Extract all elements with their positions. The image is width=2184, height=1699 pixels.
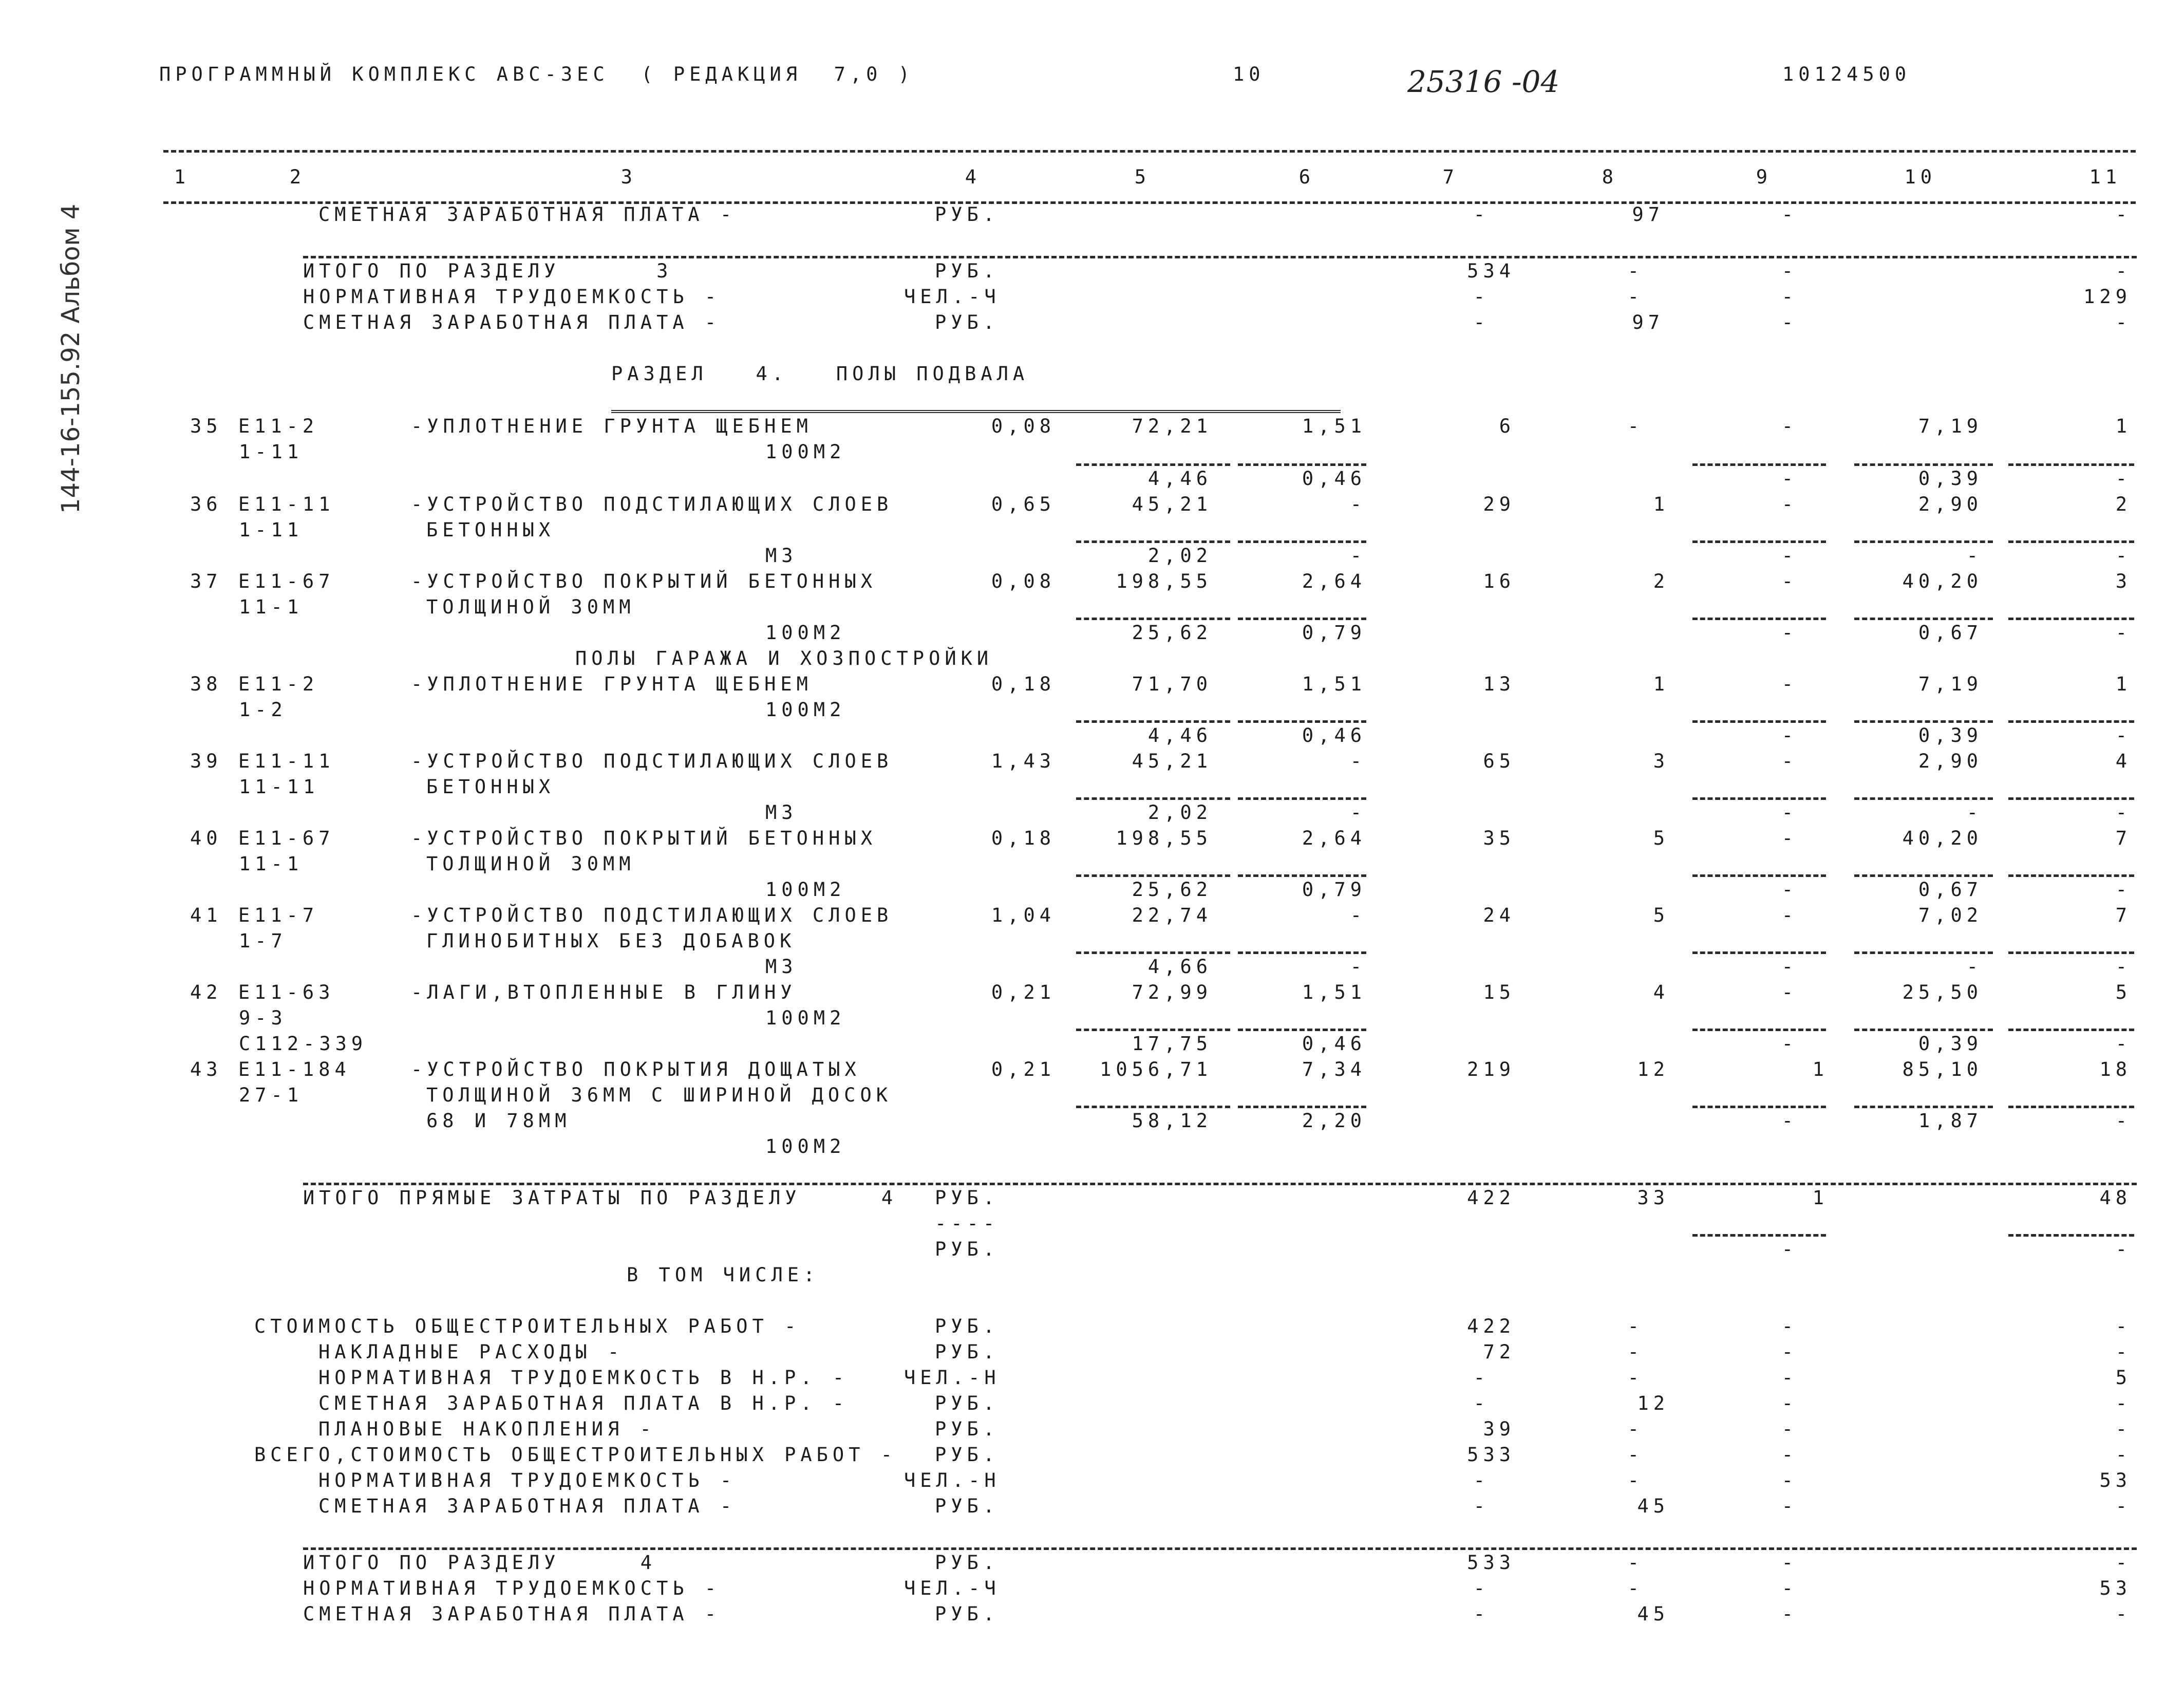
table-cell: - bbox=[1473, 1367, 1490, 1389]
table-cell: - bbox=[1473, 1577, 1490, 1599]
table-cell: 533 bbox=[1467, 1444, 1515, 1466]
table-cell: 0,08 bbox=[991, 570, 1056, 592]
table-cell: 97 bbox=[1632, 311, 1664, 333]
table-cell: РАЗДЕЛ 4. ПОЛЫ ПОДВАЛА bbox=[611, 363, 1029, 385]
table-cell: РУБ. bbox=[935, 260, 1000, 282]
table-cell: - bbox=[2115, 1341, 2132, 1363]
table-cell: 5 bbox=[2115, 1367, 2132, 1389]
table-cell: М3 bbox=[765, 545, 798, 567]
table-cell: -УСТРОЙСТВО ПОДСТИЛАЮЩИХ СЛОЕВ bbox=[411, 750, 893, 772]
table-cell: 1-11 bbox=[239, 441, 304, 463]
table-cell: 36 Е11-11 bbox=[190, 493, 335, 515]
table-cell: 4 bbox=[1653, 981, 1669, 1003]
table-cell: - bbox=[1350, 956, 1366, 978]
table-cell: ЧЕЛ.-Н bbox=[904, 1469, 1001, 1491]
table-cell: 7,19 bbox=[1918, 415, 1983, 437]
table-cell: ЧЕЛ.-Ч bbox=[904, 286, 1001, 308]
table-cell: 3 bbox=[2115, 570, 2132, 592]
document-code: 10124500 bbox=[1782, 63, 1911, 85]
table-cell: - bbox=[1966, 545, 1983, 567]
table-cell: 100М2 bbox=[765, 441, 846, 463]
table-cell: РУБ. bbox=[935, 203, 1000, 226]
table-cell: 6 bbox=[1499, 415, 1515, 437]
table-cell: 0,18 bbox=[991, 673, 1056, 695]
table-cell: 1-11 bbox=[239, 519, 304, 541]
table-cell: - bbox=[1627, 1418, 1644, 1440]
table-cell: 1 bbox=[2115, 673, 2132, 695]
table-cell: 219 bbox=[1467, 1058, 1515, 1080]
table-cell: ТОЛЩИНОЙ 30ММ bbox=[426, 596, 635, 618]
table-cell: - bbox=[2115, 724, 2132, 746]
table-cell: ПОЛЫ ГАРАЖА И ХОЗПОСТРОЙКИ bbox=[575, 647, 993, 669]
table-cell: 11-1 bbox=[239, 596, 304, 618]
table-cell: 4,66 bbox=[1147, 956, 1212, 978]
table-cell: 25,50 bbox=[1902, 981, 1983, 1003]
table-cell: НОРМАТИВНАЯ ТРУДОЕМКОСТЬ В Н.Р. - bbox=[318, 1367, 849, 1389]
table-cell: - bbox=[1966, 801, 1983, 824]
table-cell: - bbox=[2115, 1110, 2132, 1132]
table-cell: - bbox=[1627, 286, 1644, 308]
table-cell: - bbox=[2115, 1033, 2132, 1055]
table-cell: 422 bbox=[1467, 1315, 1515, 1337]
table-cell: 7,34 bbox=[1302, 1058, 1366, 1080]
table-cell: 1 bbox=[1653, 493, 1669, 515]
table-cell: - bbox=[1781, 956, 1798, 978]
table-cell: - bbox=[1781, 1469, 1798, 1491]
table-cell: - bbox=[1473, 1495, 1490, 1517]
table-cell: - bbox=[1781, 1341, 1798, 1363]
table-cell: РУБ. bbox=[935, 1552, 1000, 1574]
table-cell: 1,87 bbox=[1918, 1110, 1983, 1132]
table-cell: 72,99 bbox=[1132, 981, 1212, 1003]
table-cell: - bbox=[1781, 1392, 1798, 1414]
table-cell: 0,67 bbox=[1918, 879, 1983, 901]
table-cell: ИТОГО ПО РАЗДЕЛУ 3 bbox=[303, 260, 673, 282]
table-cell: 1,51 bbox=[1302, 415, 1366, 437]
table-cell: 11-11 bbox=[239, 776, 319, 798]
table-cell: 0,39 bbox=[1918, 1033, 1983, 1055]
table-cell: ТОЛЩИНОЙ 30ММ bbox=[426, 853, 635, 875]
table-cell: - bbox=[1627, 415, 1644, 437]
table-cell: 0,67 bbox=[1918, 622, 1983, 644]
table-cell: 9-3 bbox=[239, 1007, 287, 1029]
table-cell: 1-7 bbox=[239, 930, 287, 952]
table-cell: 2,90 bbox=[1918, 750, 1983, 772]
table-cell: - bbox=[1781, 724, 1798, 746]
table-cell: - bbox=[2115, 1315, 2132, 1337]
table-cell: - bbox=[1781, 493, 1798, 515]
table-cell: 100М2 bbox=[765, 622, 846, 644]
table-cell: 2,90 bbox=[1918, 493, 1983, 515]
table-cell: - bbox=[1781, 827, 1798, 849]
table-cell: 38 Е11-2 bbox=[190, 673, 319, 695]
table-cell: 39 Е11-11 bbox=[190, 750, 335, 772]
table-cell: - bbox=[1627, 1552, 1644, 1574]
table-cell: М3 bbox=[765, 801, 798, 824]
table-cell: 5 bbox=[2115, 981, 2132, 1003]
table-cell: - bbox=[1473, 311, 1490, 333]
table-cell: -УСТРОЙСТВО ПОДСТИЛАЮЩИХ СЛОЕВ bbox=[411, 493, 893, 515]
table-cell: -ЛАГИ,ВТОПЛЕННЫЕ В ГЛИНУ bbox=[411, 981, 797, 1003]
table-cell: 24 bbox=[1483, 904, 1515, 926]
table-cell: - bbox=[1781, 1444, 1798, 1466]
table-cell: -УПЛОТНЕНИЕ ГРУНТА ЩЕБНЕМ bbox=[411, 673, 813, 695]
table-top-rule bbox=[163, 150, 2136, 153]
table-cell: БЕТОННЫХ bbox=[426, 776, 555, 798]
table-cell: 0,46 bbox=[1302, 468, 1366, 490]
table-cell: 0,08 bbox=[991, 415, 1056, 437]
table-cell: ПЛАНОВЫЕ НАКОПЛЕНИЯ - bbox=[318, 1418, 656, 1440]
table-cell: 1,51 bbox=[1302, 673, 1366, 695]
table-cell: 2 bbox=[1653, 570, 1669, 592]
table-cell: 71,70 bbox=[1132, 673, 1212, 695]
table-cell: - bbox=[2115, 801, 2132, 824]
table-cell: 2,64 bbox=[1302, 570, 1366, 592]
table-cell: 40,20 bbox=[1902, 827, 1983, 849]
table-cell: 0,21 bbox=[991, 1058, 1056, 1080]
table-cell: ГЛИНОБИТНЫХ БЕЗ ДОБАВОК bbox=[426, 930, 796, 952]
table-cell: - bbox=[1473, 203, 1490, 226]
table-cell: РУБ. bbox=[935, 1341, 1000, 1363]
table-cell: ЧЕЛ.-Н bbox=[904, 1367, 1001, 1389]
table-cell: - bbox=[2115, 1552, 2132, 1574]
table-cell: 100М2 bbox=[765, 1007, 846, 1029]
table-cell: СМЕТНАЯ ЗАРАБОТНАЯ ПЛАТА - bbox=[318, 1495, 737, 1517]
table-cell: СМЕТНАЯ ЗАРАБОТНАЯ ПЛАТА В Н.Р. - bbox=[318, 1392, 849, 1414]
table-cell: 2,64 bbox=[1302, 827, 1366, 849]
table-cell: 3 bbox=[1653, 750, 1669, 772]
table-cell: 534 bbox=[1467, 260, 1515, 282]
table-cell: 85,10 bbox=[1902, 1058, 1983, 1080]
table-cell: - bbox=[1781, 673, 1798, 695]
col-header-1: 1 bbox=[174, 166, 190, 188]
table-cell: - bbox=[2115, 260, 2132, 282]
col-header-6: 6 bbox=[1298, 166, 1315, 188]
table-cell: 7,02 bbox=[1918, 904, 1983, 926]
table-cell: 0,46 bbox=[1302, 1033, 1366, 1055]
table-cell: 7 bbox=[2115, 827, 2132, 849]
handwritten-number: 25316 -04 bbox=[1407, 64, 1560, 99]
table-cell: - bbox=[1781, 203, 1798, 226]
table-cell: -УСТРОЙСТВО ПОКРЫТИЙ БЕТОННЫХ bbox=[411, 827, 877, 849]
table-cell: 100М2 bbox=[765, 879, 846, 901]
table-cell: - bbox=[1781, 801, 1798, 824]
table-cell: ЧЕЛ.-Ч bbox=[904, 1577, 1001, 1599]
col-header-7: 7 bbox=[1442, 166, 1459, 188]
table-cell: - bbox=[1781, 1033, 1798, 1055]
col-header-9: 9 bbox=[1756, 166, 1772, 188]
table-cell: С112-339 bbox=[239, 1033, 368, 1055]
program-title: ПРОГРАММНЫЙ КОМПЛЕКС АВС-3ЕС ( РЕДАКЦИЯ 7,0 ) bbox=[159, 63, 914, 85]
table-cell: - bbox=[1350, 904, 1366, 926]
table-cell: - bbox=[1781, 1238, 1798, 1260]
table-cell: - bbox=[1473, 1603, 1490, 1625]
table-cell: - bbox=[1781, 879, 1798, 901]
table-cell: -УСТРОЙСТВО ПОКРЫТИЯ ДОЩАТЫХ bbox=[411, 1058, 861, 1080]
table-cell: - bbox=[2115, 1603, 2132, 1625]
table-cell: 2,20 bbox=[1302, 1110, 1366, 1132]
section3-total-rule bbox=[303, 256, 2137, 258]
table-cell: 5 bbox=[1653, 904, 1669, 926]
table-cell: - bbox=[2115, 1495, 2132, 1517]
table-cell: 100М2 bbox=[765, 1135, 846, 1157]
table-cell: - bbox=[1627, 1577, 1644, 1599]
table-cell: 45 bbox=[1637, 1495, 1669, 1517]
table-cell: - bbox=[1781, 260, 1798, 282]
page-number: 10 bbox=[1233, 63, 1265, 85]
table-cell: 1,04 bbox=[991, 904, 1056, 926]
table-cell: - bbox=[1473, 1469, 1490, 1491]
table-cell: 65 bbox=[1483, 750, 1515, 772]
table-cell: - bbox=[1627, 1469, 1644, 1491]
table-cell: 129 bbox=[2083, 286, 2132, 308]
table-cell: 12 bbox=[1637, 1392, 1669, 1414]
table-cell: М3 bbox=[765, 956, 798, 978]
table-cell: 53 bbox=[2099, 1469, 2132, 1491]
table-cell: 0,79 bbox=[1302, 879, 1366, 901]
table-cell: 0,18 bbox=[991, 827, 1056, 849]
table-cell: 72 bbox=[1483, 1341, 1515, 1363]
table-cell: 45,21 bbox=[1132, 750, 1212, 772]
table-cell: 100М2 bbox=[765, 699, 846, 721]
table-cell: РУБ. bbox=[935, 1444, 1000, 1466]
table-cell: - bbox=[1781, 1367, 1798, 1389]
table-cell: - bbox=[1350, 493, 1366, 515]
section4-title-underline bbox=[611, 410, 1341, 413]
table-cell: 422 bbox=[1467, 1187, 1515, 1209]
table-cell: 97 bbox=[1632, 203, 1664, 226]
table-cell: 37 Е11-67 bbox=[190, 570, 335, 592]
table-cell: 72,21 bbox=[1132, 415, 1212, 437]
table-cell: БЕТОННЫХ bbox=[426, 519, 555, 541]
table-cell: ---- bbox=[935, 1212, 1000, 1235]
table-cell: РУБ. bbox=[935, 1238, 1000, 1260]
table-cell: РУБ. bbox=[935, 1495, 1000, 1517]
col-header-3: 3 bbox=[620, 166, 637, 188]
table-cell: - bbox=[2115, 1238, 2132, 1260]
table-cell: 13 bbox=[1483, 673, 1515, 695]
table-cell: 0,46 bbox=[1302, 724, 1366, 746]
table-cell: РУБ. bbox=[935, 311, 1000, 333]
table-cell: 25,62 bbox=[1132, 622, 1212, 644]
table-cell: 1 bbox=[1812, 1187, 1829, 1209]
table-cell: - bbox=[1350, 750, 1366, 772]
col-header-8: 8 bbox=[1602, 166, 1618, 188]
table-cell: 40 Е11-67 bbox=[190, 827, 335, 849]
table-cell: 17,75 bbox=[1132, 1033, 1212, 1055]
table-cell: - bbox=[1781, 468, 1798, 490]
table-cell: СМЕТНАЯ ЗАРАБОТНАЯ ПЛАТА - bbox=[303, 311, 721, 333]
table-cell: 4 bbox=[2115, 750, 2132, 772]
table-cell: СМЕТНАЯ ЗАРАБОТНАЯ ПЛАТА - bbox=[318, 203, 737, 226]
table-cell: РУБ. bbox=[935, 1603, 1000, 1625]
table-cell: РУБ. bbox=[935, 1418, 1000, 1440]
section4-total-rule bbox=[303, 1547, 2137, 1550]
table-cell: - bbox=[1781, 1315, 1798, 1337]
table-cell: - bbox=[2115, 622, 2132, 644]
table-cell: 12 bbox=[1637, 1058, 1669, 1080]
table-cell: - bbox=[1781, 286, 1798, 308]
table-cell: 1,51 bbox=[1302, 981, 1366, 1003]
table-cell: 68 И 78ММ bbox=[426, 1110, 571, 1132]
table-cell: - bbox=[1781, 1603, 1798, 1625]
table-cell: 48 bbox=[2099, 1187, 2132, 1209]
table-cell: - bbox=[1781, 904, 1798, 926]
table-cell: 198,55 bbox=[1116, 827, 1212, 849]
table-cell: РУБ. bbox=[935, 1392, 1000, 1414]
table-cell: 0,39 bbox=[1918, 724, 1983, 746]
table-cell: 53 bbox=[2099, 1577, 2132, 1599]
table-cell: 5 bbox=[1653, 827, 1669, 849]
table-cell: 0,79 bbox=[1302, 622, 1366, 644]
table-cell: РУБ. bbox=[935, 1187, 1000, 1209]
table-cell: 33 bbox=[1637, 1187, 1669, 1209]
table-cell: - bbox=[1627, 1444, 1644, 1466]
table-cell: - bbox=[1781, 545, 1798, 567]
table-cell: - bbox=[1781, 1418, 1798, 1440]
table-cell: - bbox=[2115, 956, 2132, 978]
table-cell: НОРМАТИВНАЯ ТРУДОЕМКОСТЬ - bbox=[318, 1469, 737, 1491]
table-cell: ИТОГО ПО РАЗДЕЛУ 4 bbox=[303, 1552, 657, 1574]
table-cell: 29 bbox=[1483, 493, 1515, 515]
col-header-10: 10 bbox=[1904, 166, 1936, 188]
table-cell: - bbox=[1350, 801, 1366, 824]
table-cell: - bbox=[1966, 956, 1983, 978]
table-cell: - bbox=[1781, 415, 1798, 437]
table-cell: - bbox=[2115, 1418, 2132, 1440]
table-cell: - bbox=[2115, 468, 2132, 490]
table-cell: - bbox=[2115, 879, 2132, 901]
table-cell: СМЕТНАЯ ЗАРАБОТНАЯ ПЛАТА - bbox=[303, 1603, 721, 1625]
table-cell: - bbox=[1781, 750, 1798, 772]
table-cell: 42 Е11-63 bbox=[190, 981, 335, 1003]
table-cell: - bbox=[1473, 1392, 1490, 1414]
table-cell: - bbox=[2115, 1392, 2132, 1414]
table-cell: НОРМАТИВНАЯ ТРУДОЕМКОСТЬ - bbox=[303, 286, 721, 308]
table-cell: 0,65 bbox=[991, 493, 1056, 515]
table-cell: - bbox=[2115, 311, 2132, 333]
table-cell: 27-1 bbox=[239, 1084, 304, 1106]
table-cell: -УСТРОЙСТВО ПОДСТИЛАЮЩИХ СЛОЕВ bbox=[411, 904, 893, 926]
table-cell: - bbox=[1781, 1110, 1798, 1132]
table-cell: 4,46 bbox=[1147, 468, 1212, 490]
col-header-11: 11 bbox=[2089, 166, 2121, 188]
table-cell: 22,74 bbox=[1132, 904, 1212, 926]
table-cell: 7,19 bbox=[1918, 673, 1983, 695]
table-cell: 58,12 bbox=[1132, 1110, 1212, 1132]
table-cell: 0,21 bbox=[991, 981, 1056, 1003]
table-cell: -УСТРОЙСТВО ПОКРЫТИЙ БЕТОННЫХ bbox=[411, 570, 877, 592]
table-cell: - bbox=[1781, 1552, 1798, 1574]
table-cell: РУБ. bbox=[935, 1315, 1000, 1337]
col-header-5: 5 bbox=[1134, 166, 1151, 188]
table-cell: - bbox=[1627, 1315, 1644, 1337]
table-cell: - bbox=[1781, 1577, 1798, 1599]
table-cell: В ТОМ ЧИСЛЕ: bbox=[627, 1264, 820, 1286]
table-cell: - bbox=[1350, 545, 1366, 567]
table-cell: 1 bbox=[2115, 415, 2132, 437]
table-cell: 16 bbox=[1483, 570, 1515, 592]
table-cell: - bbox=[1627, 1367, 1644, 1389]
table-cell: - bbox=[1781, 1495, 1798, 1517]
table-cell: - bbox=[1781, 981, 1798, 1003]
table-cell: - bbox=[1473, 286, 1490, 308]
table-cell: 43 Е11-184 bbox=[190, 1058, 351, 1080]
table-cell: - bbox=[1781, 622, 1798, 644]
section4-direct-costs-rule bbox=[303, 1183, 2137, 1185]
table-cell: 18 bbox=[2099, 1058, 2132, 1080]
table-cell: 1,43 bbox=[991, 750, 1056, 772]
table-cell: 198,55 bbox=[1116, 570, 1212, 592]
table-cell: 7 bbox=[2115, 904, 2132, 926]
col-header-2: 2 bbox=[289, 166, 306, 188]
table-cell: 533 bbox=[1467, 1552, 1515, 1574]
table-cell: 41 Е11-7 bbox=[190, 904, 319, 926]
table-cell: 2,02 bbox=[1147, 545, 1212, 567]
col-header-4: 4 bbox=[965, 166, 981, 188]
table-cell: - bbox=[2115, 545, 2132, 567]
table-cell: - bbox=[1627, 1341, 1644, 1363]
table-cell: - bbox=[1627, 260, 1644, 282]
table-cell: 1 bbox=[1812, 1058, 1829, 1080]
table-cell: 11-1 bbox=[239, 853, 304, 875]
table-cell: - bbox=[1781, 311, 1798, 333]
table-cell: - bbox=[1781, 570, 1798, 592]
table-cell: 4,46 bbox=[1147, 724, 1212, 746]
table-cell: 1056,71 bbox=[1100, 1058, 1212, 1080]
table-cell: ИТОГО ПРЯМЫЕ ЗАТРАТЫ ПО РАЗДЕЛУ 4 bbox=[303, 1187, 898, 1209]
table-cell: 0,39 bbox=[1918, 468, 1983, 490]
table-cell: 40,20 bbox=[1902, 570, 1983, 592]
table-cell: 39 bbox=[1483, 1418, 1515, 1440]
table-cell: -УПЛОТНЕНИЕ ГРУНТА ЩЕБНЕМ bbox=[411, 415, 813, 437]
table-cell: ВСЕГО,СТОИМОСТЬ ОБЩЕСТРОИТЕЛЬНЫХ РАБОТ - bbox=[254, 1444, 897, 1466]
table-cell: 2,02 bbox=[1147, 801, 1212, 824]
table-cell: 45,21 bbox=[1132, 493, 1212, 515]
table-cell: 1-2 bbox=[239, 699, 287, 721]
table-cell: ТОЛЩИНОЙ 36ММ С ШИРИНОЙ ДОСОК bbox=[426, 1084, 893, 1106]
table-cell: НАКЛАДНЫЕ РАСХОДЫ - bbox=[318, 1341, 624, 1363]
table-cell: НОРМАТИВНАЯ ТРУДОЕМКОСТЬ - bbox=[303, 1577, 721, 1599]
table-cell: 35 bbox=[1483, 827, 1515, 849]
table-cell: 25,62 bbox=[1132, 879, 1212, 901]
side-label: 144-16-155.92 Альбом 4 bbox=[57, 203, 85, 514]
table-cell: 1 bbox=[1653, 673, 1669, 695]
table-cell: 15 bbox=[1483, 981, 1515, 1003]
table-cell: - bbox=[2115, 1444, 2132, 1466]
table-cell: - bbox=[2115, 203, 2132, 226]
table-cell: 45 bbox=[1637, 1603, 1669, 1625]
table-cell: 2 bbox=[2115, 493, 2132, 515]
table-cell: СТОИМОСТЬ ОБЩЕСТРОИТЕЛЬНЫХ РАБОТ - bbox=[254, 1315, 801, 1337]
table-cell: 35 Е11-2 bbox=[190, 415, 319, 437]
